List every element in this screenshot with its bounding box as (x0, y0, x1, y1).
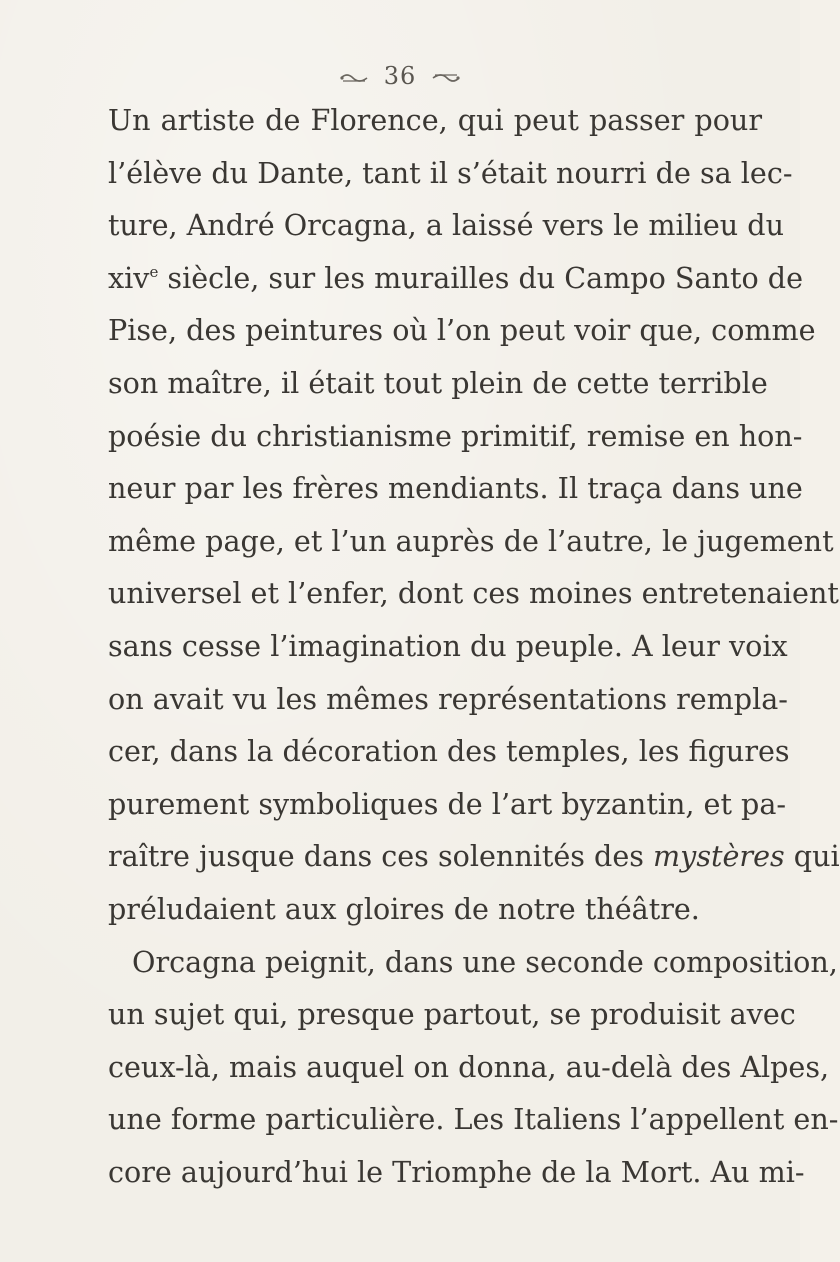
text-line: Un artiste de Florence, qui peut passer pour (108, 103, 762, 137)
page-header (0, 62, 800, 90)
page-number: 36 (383, 62, 417, 90)
text-line: purement symboliques de l’art byzantin, et pa- (108, 786, 787, 821)
text-line: poésie du christianisme primitif, remise en hon- (108, 418, 803, 453)
text-line: son maître, il était tout plein de cette terrible (108, 365, 768, 400)
paragraph-start-line: Orcagna peignit, dans une seconde composition, (132, 944, 838, 979)
text-line: on avait vu les mêmes représentations rempla- (108, 681, 788, 716)
line-text: siècle, sur les murailles du Campo Santo de (158, 260, 803, 295)
line-text: qui (784, 839, 840, 874)
text-line: ture, André Orcagna, a laissé vers le milieu du (108, 208, 785, 243)
superscript: e (149, 262, 159, 281)
text-line: sans cesse l’imagination du peuple. A leur voix (108, 628, 788, 663)
text-line: même page, et l’un auprès de l’autre, le jugement (108, 523, 834, 558)
text-line: Pise, des peintures où l’on peut voir que, comme (108, 313, 816, 348)
text-line: cer, dans la décoration des temples, les figures (108, 734, 790, 769)
body-text (108, 94, 840, 1198)
line-text: raître jusque dans ces solennités des (108, 839, 654, 874)
right-ornament-icon (431, 71, 461, 85)
paragraph-end-line: préludaient aux gloires de notre théâtre. (108, 891, 700, 926)
text-line: neur par les frères mendiants. Il traça dans une (108, 471, 803, 506)
text-line: un sujet qui, presque partout, se produisit avec (108, 997, 796, 1032)
text-line (108, 252, 803, 305)
text-line: ceux-là, mais auquel on donna, au-delà des Alpes, (108, 1049, 830, 1084)
left-ornament-icon (339, 71, 369, 85)
italic-word: mystères (653, 839, 785, 874)
text-line: universel et l’enfer, dont ces moines entretenaient (108, 576, 839, 611)
century-numeral: xiv (108, 260, 150, 295)
text-line (108, 830, 840, 883)
text-line: l’élève du Dante, tant il s’était nourri de sa lec- (108, 155, 793, 190)
text-line: core aujourd’hui le Triomphe de la Mort. Au mi- (108, 1154, 805, 1189)
text-line: une forme particulière. Les Italiens l’appellent en- (108, 1102, 839, 1137)
